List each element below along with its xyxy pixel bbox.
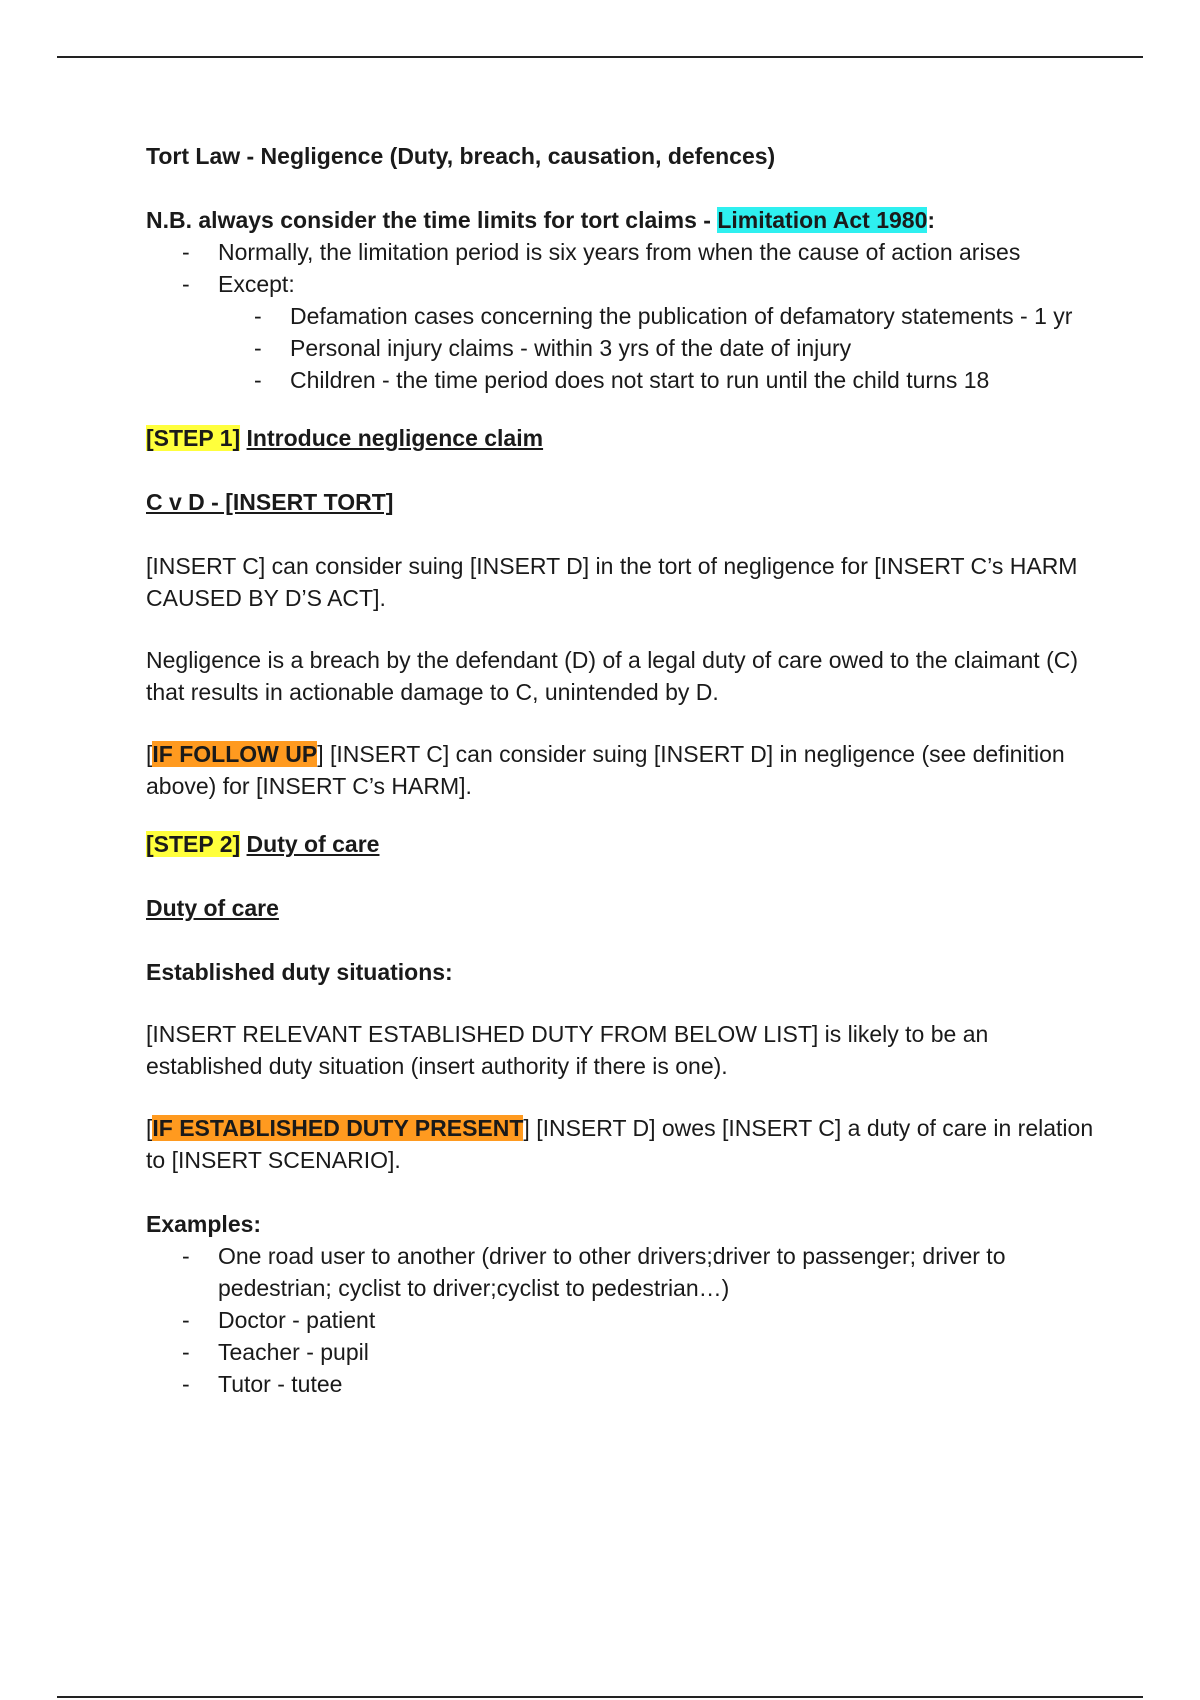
case-heading: C v D - [INSERT TORT]: [146, 489, 394, 515]
document-title: Tort Law - Negligence (Duty, breach, causation, defences): [146, 143, 776, 169]
step1-heading: [STEP 1] Introduce negligence claim: [146, 425, 544, 451]
examples-heading: Examples:: [146, 1211, 262, 1237]
follow-up-tag: IF FOLLOW UP: [152, 741, 318, 767]
list-item: - Personal injury claims - within 3 yrs of the date of injury: [290, 332, 1096, 364]
limitation-list: [146, 236, 1096, 300]
duty-present-tag: IF ESTABLISHED DUTY PRESENT: [152, 1115, 524, 1141]
top-rule: [57, 56, 1143, 58]
negligence-definition: Negligence is a breach by the defendant (D) of a legal duty of care owed to the claimant (C) that results in actionable damage to C, unintended by D.: [146, 647, 1079, 705]
bottom-rule: [57, 1696, 1143, 1698]
list-item: - Defamation cases concerning the publication of defamatory statements - 1 yr: [290, 300, 1096, 332]
established-duty-heading: Established duty situations:: [146, 959, 453, 985]
examples-list: [146, 1240, 1096, 1400]
list-item: - Except:: [218, 268, 1096, 300]
step2-heading: [STEP 2] Duty of care: [146, 831, 380, 857]
list-item: - One road user to another (driver to other drivers;driver to passenger; driver to pedestrian; cyclist to driver;cyclist to pedestrian…): [218, 1240, 1096, 1304]
limitation-act-highlight: Limitation Act 1980: [717, 207, 928, 233]
claim-paragraph: [INSERT C] can consider suing [INSERT D] in the tort of negligence for [INSERT C’s HARM CAUSED BY D’S ACT].: [146, 553, 1078, 611]
duty-present-paragraph: [IF ESTABLISHED DUTY PRESENT] [INSERT D] owes [INSERT C] a duty of care in relation to [INSERT SCENARIO].: [146, 1115, 1094, 1173]
list-item: - Doctor - patient: [218, 1304, 1096, 1336]
list-item: - Teacher - pupil: [218, 1336, 1096, 1368]
exceptions-list: [146, 300, 1096, 396]
list-item: - Children - the time period does not start to run until the child turns 18: [290, 364, 1096, 396]
limitation-heading: N.B. always consider the time limits for tort claims - Limitation Act 1980:: [146, 207, 936, 233]
follow-up-paragraph: [IF FOLLOW UP] [INSERT C] can consider suing [INSERT D] in negligence (see definition above) for [INSERT C’s HARM].: [146, 741, 1065, 799]
list-item: - Normally, the limitation period is six years from when the cause of action arises: [218, 236, 1096, 268]
document-body: [146, 140, 1096, 1400]
step1-tag: [STEP 1]: [146, 425, 241, 451]
step2-tag: [STEP 2]: [146, 831, 241, 857]
duty-subheading: Duty of care: [146, 895, 279, 921]
list-item: - Tutor - tutee: [218, 1368, 1096, 1400]
established-duty-paragraph: [INSERT RELEVANT ESTABLISHED DUTY FROM BELOW LIST] is likely to be an established duty situation (insert authority if there is one).: [146, 1021, 989, 1079]
